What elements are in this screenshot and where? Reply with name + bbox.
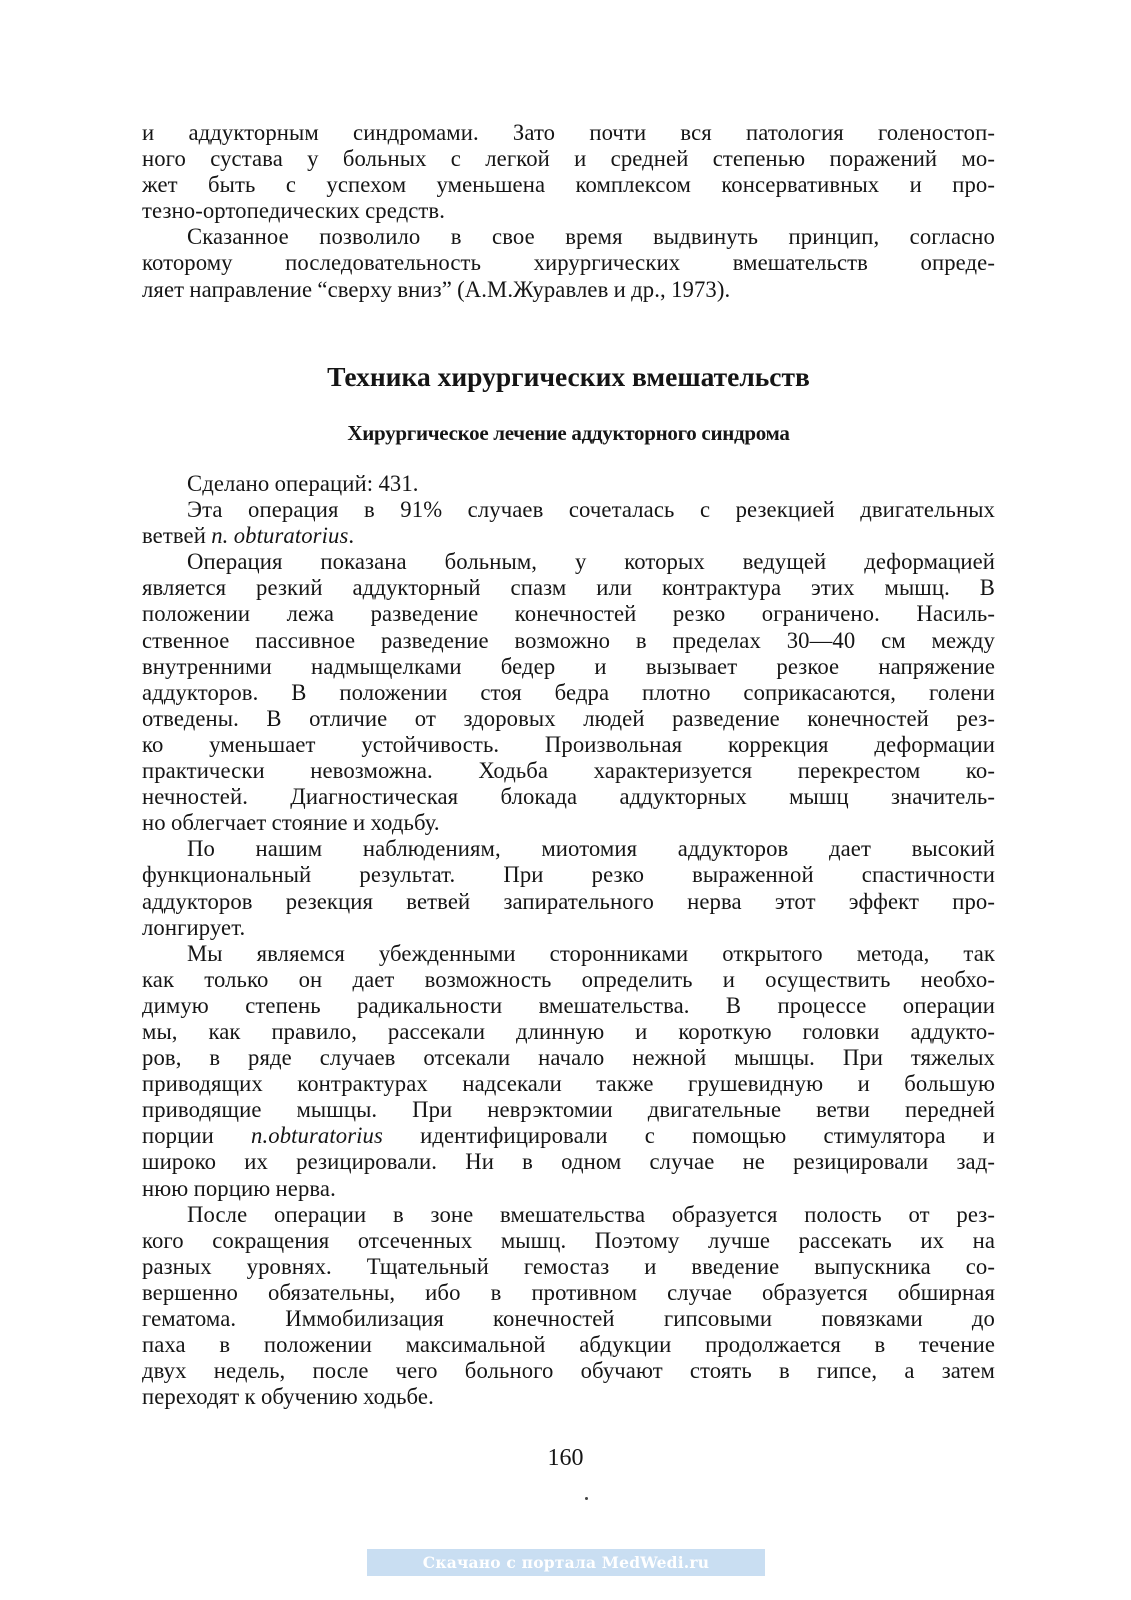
text-line: тезно-ортопедических средств. xyxy=(142,198,445,224)
text-line: положении лежа разведение конечностей резко ограничено. Насиль- xyxy=(142,601,995,627)
text-line: жет быть с успехом уменьшена комплексом консервативных и про- xyxy=(142,172,995,198)
text-line: двух недель, после чего больного обучают стоять в гипсе, а затем xyxy=(142,1358,995,1384)
text-line: ров, в ряде случаев отсекали начало нежной мышцы. При тяжелых xyxy=(142,1045,995,1071)
subsection-title: Хирургическое лечение аддукторного синдрома xyxy=(347,421,790,445)
body-text-block xyxy=(142,471,995,1410)
page-number: 160 xyxy=(547,1445,584,1471)
text-line: Операция показана больным, у которых ведущей деформацией xyxy=(187,549,995,575)
text-line: кого сокращения отсеченных мышц. Поэтому лучше рассекать их на xyxy=(142,1227,995,1253)
text-line: Эта операция в 91% случаев сочеталась с резекцией двигательных xyxy=(187,497,995,523)
text-line: Сделано операций: 431. xyxy=(187,471,419,496)
text-line: практически невозможна. Ходьба характеризуется перекрестом ко- xyxy=(142,758,995,784)
text-line: которому последовательность хирургических вмешательств опреде- xyxy=(142,250,995,276)
text-line: аддукторов резекция ветвей запирательного нерва этот эффект про- xyxy=(142,888,995,914)
text-line: порции n.obturatorius идентифицировали с помощью стимулятора и xyxy=(142,1123,995,1149)
text-line: и аддукторным синдромами. Зато почти вся патология голеностоп- xyxy=(142,120,995,145)
text-line: нюю порцию нерва. xyxy=(142,1175,336,1201)
text-line: является резкий аддукторный спазм или контрактура этих мышц. В xyxy=(142,575,995,601)
watermark-banner: Скачано с портала MedWedi.ru xyxy=(367,1549,765,1576)
text-line: широко их резицировали. Ни в одном случае не резицировали зад- xyxy=(142,1149,995,1175)
text-line: вершенно обязательны, ибо в противном случае образуется обширная xyxy=(142,1279,995,1305)
text-line: ственное пассивное разведение возможно в пределах 30—40 см между xyxy=(142,627,995,653)
text-line: ляет направление “сверху вниз” (А.М.Журавлев и др., 1973). xyxy=(142,276,731,302)
scan-dot xyxy=(585,1497,588,1500)
text-line: ко уменьшает устойчивость. Произвольная коррекция деформации xyxy=(142,731,995,757)
text-line: лонгирует. xyxy=(142,914,246,940)
text-line: функциональный результат. При резко выраженной спастичности xyxy=(142,862,995,888)
text-line: ного сустава у больных с легкой и средней степенью поражений мо- xyxy=(142,146,995,172)
text-line: нечностей. Диагностическая блокада аддукторных мышц значитель- xyxy=(142,784,995,810)
section-title: Техника хирургических вмешательств xyxy=(327,361,810,392)
text-line: По нашим наблюдениям, миотомия аддукторов дает высокий xyxy=(187,836,995,862)
text-line: После операции в зоне вмешательства образуется полость от рез- xyxy=(187,1201,995,1227)
text-line: димую степень радикальности вмешательства. В процессе операции xyxy=(142,992,995,1018)
text-line: переходят к обучению ходьбе. xyxy=(142,1384,434,1410)
text-line: разных уровнях. Тщательный гемостаз и введение выпускника со- xyxy=(142,1253,995,1279)
text-line: паха в положении максимальной абдукции продолжается в течение xyxy=(142,1332,995,1358)
text-line: ветвей n. obturatorius. xyxy=(142,523,355,549)
text-line: как только он дает возможность определить и осуществить необхо- xyxy=(142,966,995,992)
text-line: но облегчает стояние и ходьбу. xyxy=(142,810,440,836)
text-line: отведены. В отличие от здоровых людей разведение конечностей рез- xyxy=(142,705,995,731)
text-line: приводящих контрактурах надсекали также грушевидную и большую xyxy=(142,1071,995,1097)
intro-text-block xyxy=(142,120,995,303)
text-line: гематома. Иммобилизация конечностей гипсовыми повязками до xyxy=(142,1306,995,1331)
text-line: мы, как правило, рассекали длинную и короткую головки аддукто- xyxy=(142,1018,995,1044)
text-line: Мы являемся убежденными сторонниками открытого метода, так xyxy=(187,940,995,966)
text-line: внутренними надмыщелками бедер и вызывает резкое напряжение xyxy=(142,653,995,679)
text-line: аддукторов. В положении стоя бедра плотно соприкасаются, голени xyxy=(142,679,995,705)
text-line: приводящие мышцы. При неврэктомии двигательные ветви передней xyxy=(142,1097,995,1123)
text-line: Сказанное позволило в свое время выдвинуть принцип, согласно xyxy=(187,224,995,250)
